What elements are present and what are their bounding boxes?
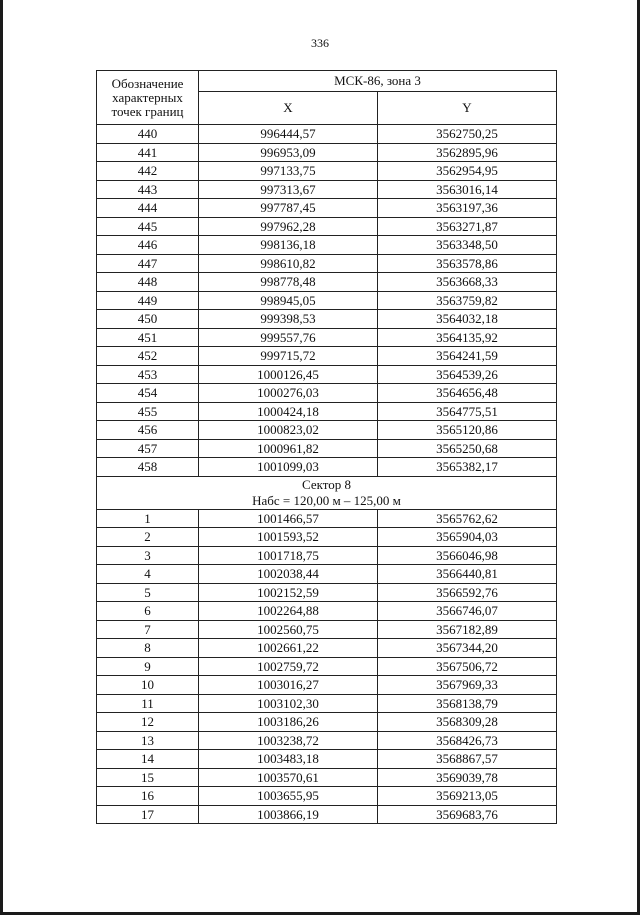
x-coordinate-cell: 998778,48 — [199, 273, 378, 292]
x-coordinate-cell: 1000961,82 — [199, 439, 378, 458]
x-coordinate-cell: 1003655,95 — [199, 787, 378, 806]
table-row — [97, 347, 557, 366]
header-point-line-1: Обозначение — [111, 75, 184, 91]
y-coordinate-cell: 3567969,33 — [378, 676, 557, 695]
y-coordinate-cell: 3565904,03 — [378, 528, 557, 547]
x-coordinate-cell: 1003866,19 — [199, 805, 378, 824]
x-coordinate-cell: 1002759,72 — [199, 657, 378, 676]
table-row — [97, 676, 557, 695]
table-row — [97, 143, 557, 162]
x-coordinate-cell: 1003016,27 — [199, 676, 378, 695]
point-number-cell: 7 — [97, 620, 199, 639]
table-row — [97, 439, 557, 458]
table-row — [97, 217, 557, 236]
x-coordinate-cell: 1001593,52 — [199, 528, 378, 547]
y-coordinate-cell: 3565382,17 — [378, 458, 557, 477]
x-coordinate-cell: 1000424,18 — [199, 402, 378, 421]
sector-row — [97, 476, 557, 509]
header-zone: МСК-86, зона 3 — [199, 71, 557, 92]
scan-edge-left — [0, 0, 3, 915]
x-coordinate-cell: 1002038,44 — [199, 565, 378, 584]
y-coordinate-cell: 3564032,18 — [378, 310, 557, 329]
table-row — [97, 583, 557, 602]
y-coordinate-cell: 3566440,81 — [378, 565, 557, 584]
x-coordinate-cell: 999715,72 — [199, 347, 378, 366]
coordinates-table — [96, 70, 557, 824]
table-row — [97, 125, 557, 144]
y-coordinate-cell: 3563578,86 — [378, 254, 557, 273]
table-row — [97, 639, 557, 658]
x-coordinate-cell: 996444,57 — [199, 125, 378, 144]
x-coordinate-cell: 999557,76 — [199, 328, 378, 347]
point-number-cell: 441 — [97, 143, 199, 162]
point-number-cell: 450 — [97, 310, 199, 329]
table-row — [97, 273, 557, 292]
point-number-cell: 3 — [97, 546, 199, 565]
x-coordinate-cell: 1000126,45 — [199, 365, 378, 384]
y-coordinate-cell: 3564135,92 — [378, 328, 557, 347]
point-number-cell: 6 — [97, 602, 199, 621]
sector-title: Сектор 8 — [301, 476, 351, 492]
x-coordinate-cell: 998945,05 — [199, 291, 378, 310]
point-number-cell: 10 — [97, 676, 199, 695]
x-coordinate-cell: 1003102,30 — [199, 694, 378, 713]
header-point-line-3: точек границ — [111, 103, 184, 119]
point-number-cell: 453 — [97, 365, 199, 384]
point-number-cell: 458 — [97, 458, 199, 477]
point-number-cell: 16 — [97, 787, 199, 806]
point-number-cell: 14 — [97, 750, 199, 769]
x-coordinate-cell: 1000823,02 — [199, 421, 378, 440]
table-row — [97, 620, 557, 639]
x-coordinate-cell: 998610,82 — [199, 254, 378, 273]
x-coordinate-cell: 1002661,22 — [199, 639, 378, 658]
table-row — [97, 365, 557, 384]
point-number-cell: 1 — [97, 509, 199, 528]
y-coordinate-cell: 3567506,72 — [378, 657, 557, 676]
header-x: X — [199, 92, 378, 125]
page-number: 336 — [311, 36, 329, 50]
y-coordinate-cell: 3565120,86 — [378, 421, 557, 440]
x-coordinate-cell: 1001099,03 — [199, 458, 378, 477]
point-number-cell: 17 — [97, 805, 199, 824]
y-coordinate-cell: 3569683,76 — [378, 805, 557, 824]
y-coordinate-cell: 3562750,25 — [378, 125, 557, 144]
table-row — [97, 546, 557, 565]
table-row — [97, 328, 557, 347]
x-coordinate-cell: 999398,53 — [199, 310, 378, 329]
point-number-cell: 447 — [97, 254, 199, 273]
x-coordinate-cell: 996953,09 — [199, 143, 378, 162]
x-coordinate-cell: 1003238,72 — [199, 731, 378, 750]
point-number-cell: 5 — [97, 583, 199, 602]
point-number-cell: 448 — [97, 273, 199, 292]
point-number-cell: 444 — [97, 199, 199, 218]
point-number-cell: 449 — [97, 291, 199, 310]
point-number-cell: 457 — [97, 439, 199, 458]
y-coordinate-cell: 3566592,76 — [378, 583, 557, 602]
y-coordinate-cell: 3564656,48 — [378, 384, 557, 403]
header-point-line-2: характерных — [112, 89, 183, 105]
y-coordinate-cell: 3565250,68 — [378, 439, 557, 458]
sector-height: Набс = 120,00 м – 125,00 м — [252, 492, 401, 508]
x-coordinate-cell: 1001466,57 — [199, 509, 378, 528]
table-row — [97, 236, 557, 255]
sector-block — [97, 476, 557, 509]
point-number-cell: 446 — [97, 236, 199, 255]
y-coordinate-cell: 3564539,26 — [378, 365, 557, 384]
table-body-block-1 — [97, 125, 557, 477]
table-row — [97, 458, 557, 477]
y-coordinate-cell: 3568309,28 — [378, 713, 557, 732]
y-coordinate-cell: 3563016,14 — [378, 180, 557, 199]
x-coordinate-cell: 1003483,18 — [199, 750, 378, 769]
y-coordinate-cell: 3562895,96 — [378, 143, 557, 162]
y-coordinate-cell: 3565762,62 — [378, 509, 557, 528]
table-row — [97, 254, 557, 273]
x-coordinate-cell: 998136,18 — [199, 236, 378, 255]
point-number-cell: 8 — [97, 639, 199, 658]
table-row — [97, 509, 557, 528]
table-row — [97, 291, 557, 310]
table-row — [97, 805, 557, 824]
table-row — [97, 180, 557, 199]
y-coordinate-cell: 3564775,51 — [378, 402, 557, 421]
y-coordinate-cell: 3567182,89 — [378, 620, 557, 639]
y-coordinate-cell: 3568867,57 — [378, 750, 557, 769]
table-row — [97, 162, 557, 181]
table-row — [97, 528, 557, 547]
table-row — [97, 310, 557, 329]
table-row — [97, 421, 557, 440]
table-row — [97, 565, 557, 584]
x-coordinate-cell: 997313,67 — [199, 180, 378, 199]
y-coordinate-cell: 3569213,05 — [378, 787, 557, 806]
point-number-cell: 452 — [97, 347, 199, 366]
x-coordinate-cell: 1002264,88 — [199, 602, 378, 621]
point-number-cell: 456 — [97, 421, 199, 440]
x-coordinate-cell: 997787,45 — [199, 199, 378, 218]
header-point-designation — [97, 71, 199, 125]
point-number-cell: 11 — [97, 694, 199, 713]
y-coordinate-cell: 3563197,36 — [378, 199, 557, 218]
table-row — [97, 694, 557, 713]
point-number-cell: 13 — [97, 731, 199, 750]
y-coordinate-cell: 3563668,33 — [378, 273, 557, 292]
point-number-cell: 15 — [97, 768, 199, 787]
point-number-cell: 445 — [97, 217, 199, 236]
sector-cell — [97, 476, 557, 509]
y-coordinate-cell: 3568426,73 — [378, 731, 557, 750]
point-number-cell: 451 — [97, 328, 199, 347]
table-row — [97, 713, 557, 732]
table-row — [97, 768, 557, 787]
x-coordinate-cell: 1001718,75 — [199, 546, 378, 565]
y-coordinate-cell: 3562954,95 — [378, 162, 557, 181]
point-number-cell: 12 — [97, 713, 199, 732]
point-number-cell: 442 — [97, 162, 199, 181]
x-coordinate-cell: 997133,75 — [199, 162, 378, 181]
point-number-cell: 455 — [97, 402, 199, 421]
table-row — [97, 402, 557, 421]
table-row — [97, 657, 557, 676]
point-number-cell: 4 — [97, 565, 199, 584]
point-number-cell: 454 — [97, 384, 199, 403]
table-row — [97, 384, 557, 403]
table-row — [97, 602, 557, 621]
table-body-block-2 — [97, 509, 557, 824]
header-y: Y — [378, 92, 557, 125]
x-coordinate-cell: 1003570,61 — [199, 768, 378, 787]
table-row — [97, 787, 557, 806]
y-coordinate-cell: 3569039,78 — [378, 768, 557, 787]
x-coordinate-cell: 997962,28 — [199, 217, 378, 236]
point-number-cell: 443 — [97, 180, 199, 199]
point-number-cell: 9 — [97, 657, 199, 676]
point-number-cell: 2 — [97, 528, 199, 547]
y-coordinate-cell: 3568138,79 — [378, 694, 557, 713]
y-coordinate-cell: 3563271,87 — [378, 217, 557, 236]
y-coordinate-cell: 3566046,98 — [378, 546, 557, 565]
x-coordinate-cell: 1002152,59 — [199, 583, 378, 602]
x-coordinate-cell: 1003186,26 — [199, 713, 378, 732]
x-coordinate-cell: 1002560,75 — [199, 620, 378, 639]
point-number-cell: 440 — [97, 125, 199, 144]
table-row — [97, 731, 557, 750]
y-coordinate-cell: 3567344,20 — [378, 639, 557, 658]
table-row — [97, 199, 557, 218]
x-coordinate-cell: 1000276,03 — [199, 384, 378, 403]
y-coordinate-cell: 3563348,50 — [378, 236, 557, 255]
y-coordinate-cell: 3566746,07 — [378, 602, 557, 621]
y-coordinate-cell: 3563759,82 — [378, 291, 557, 310]
table-row — [97, 750, 557, 769]
y-coordinate-cell: 3564241,59 — [378, 347, 557, 366]
